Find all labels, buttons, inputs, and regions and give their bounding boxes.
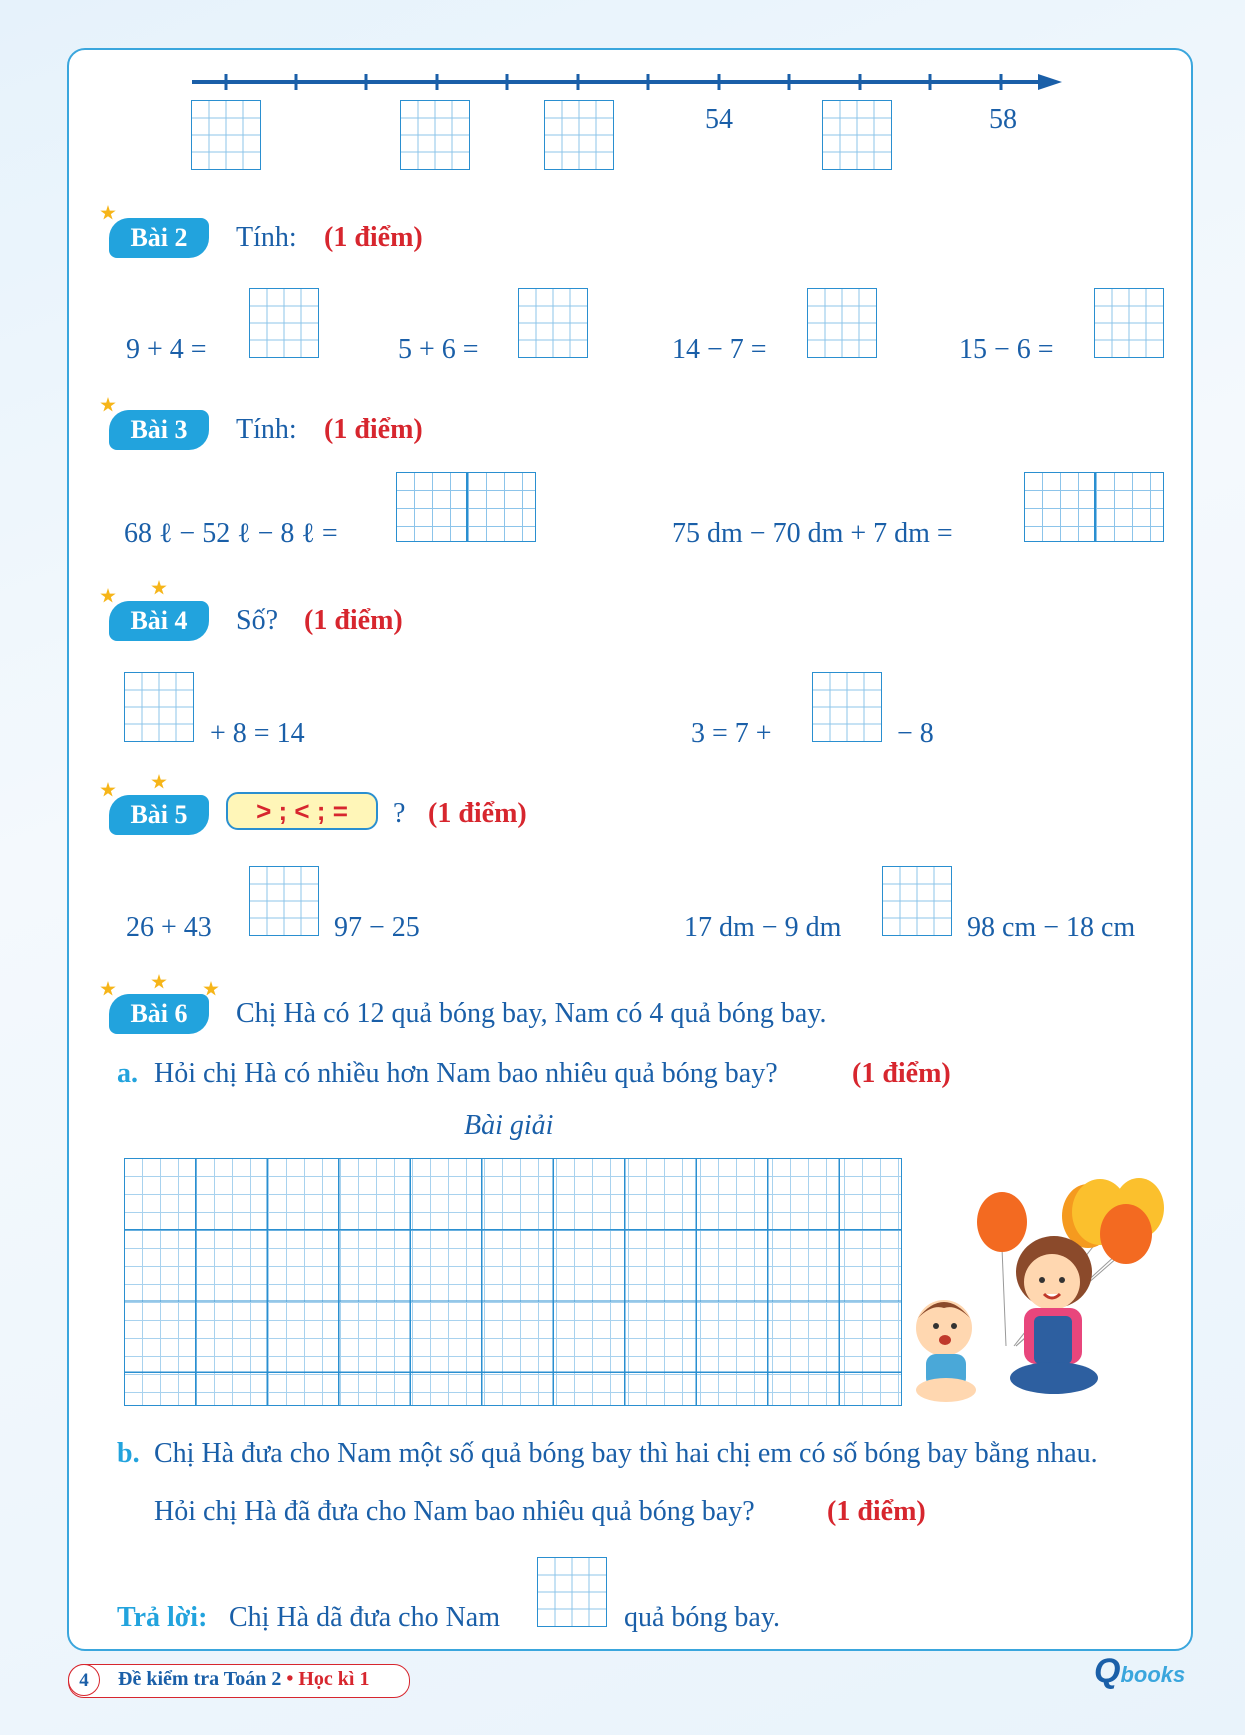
answer-text: quả bóng bay. bbox=[624, 1602, 781, 1633]
solution-writing-grid[interactable] bbox=[124, 1158, 902, 1406]
instruction: Tính: bbox=[236, 414, 297, 445]
logo-text: books bbox=[1120, 1662, 1186, 1687]
exercise-badge: Bài 6 bbox=[109, 994, 209, 1034]
expression: 3 = 7 + bbox=[691, 718, 772, 749]
points: (1 điểm) bbox=[827, 1496, 926, 1527]
question-text: Hỏi chị Hà đã đưa cho Nam bao nhiêu quả bóng bay? bbox=[154, 1496, 755, 1527]
points: (1 điểm) bbox=[324, 414, 423, 445]
answer-box[interactable] bbox=[191, 100, 261, 170]
expression: 97 − 25 bbox=[334, 912, 420, 943]
exercise-badge: Bài 3 bbox=[109, 410, 209, 450]
expression: 68 ℓ − 52 ℓ − 8 ℓ = bbox=[124, 518, 338, 549]
answer-box[interactable] bbox=[1094, 288, 1164, 358]
answer-box[interactable] bbox=[400, 100, 470, 170]
answer-box[interactable] bbox=[882, 866, 952, 936]
points: (1 điểm) bbox=[852, 1058, 951, 1089]
logo-q: Q bbox=[1094, 1652, 1121, 1690]
problem-statement: Chị Hà có 12 quả bóng bay, Nam có 4 quả bóng bay. bbox=[236, 998, 827, 1029]
points: (1 điểm) bbox=[324, 222, 423, 253]
number-line-label: 58 bbox=[989, 104, 1017, 135]
page-number: 4 bbox=[68, 1664, 100, 1696]
answer-box[interactable] bbox=[537, 1557, 607, 1627]
expression: 98 cm − 18 cm bbox=[967, 912, 1136, 943]
expression: 14 − 7 = bbox=[672, 334, 767, 365]
solution-title: Bài giải bbox=[464, 1110, 554, 1141]
exercise-badge: Bài 5 bbox=[109, 795, 209, 835]
question-text: Hỏi chị Hà có nhiều hơn Nam bao nhiêu quả bóng bay? bbox=[154, 1058, 778, 1089]
answer-text: Chị Hà dã đưa cho Nam bbox=[229, 1602, 500, 1633]
answer-box[interactable] bbox=[249, 288, 319, 358]
book-title-text: Đề kiểm tra Toán 2 bbox=[118, 1668, 282, 1690]
points: (1 điểm) bbox=[304, 605, 403, 636]
page-frame bbox=[67, 48, 1193, 1651]
exercise-badge: Bài 2 bbox=[109, 218, 209, 258]
instruction: Tính: bbox=[236, 222, 297, 253]
exercise-badge: Bài 4 bbox=[109, 601, 209, 641]
expression: 15 − 6 = bbox=[959, 334, 1054, 365]
book-title bbox=[118, 1668, 369, 1691]
expression: − 8 bbox=[897, 718, 934, 749]
expression: 75 dm − 70 dm + 7 dm = bbox=[672, 518, 953, 549]
expression: 26 + 43 bbox=[126, 912, 212, 943]
publisher-logo bbox=[1094, 1652, 1185, 1691]
expression: 17 dm − 9 dm bbox=[684, 912, 842, 943]
answer-box[interactable] bbox=[124, 672, 194, 742]
answer-box[interactable] bbox=[812, 672, 882, 742]
expression: 5 + 6 = bbox=[398, 334, 479, 365]
answer-box[interactable] bbox=[518, 288, 588, 358]
answer-box[interactable] bbox=[1024, 472, 1164, 542]
part-label: a. bbox=[117, 1058, 138, 1089]
term: Học kì 1 bbox=[298, 1668, 370, 1690]
points: (1 điểm) bbox=[428, 798, 527, 829]
expression: 9 + 4 = bbox=[126, 334, 207, 365]
instruction: Số? bbox=[236, 605, 278, 636]
answer-box[interactable] bbox=[249, 866, 319, 936]
comparison-symbols: > ; < ; = bbox=[226, 792, 378, 830]
answer-box[interactable] bbox=[396, 472, 536, 542]
question-text: Chị Hà đưa cho Nam một số quả bóng bay thì hai chị em có số bóng bay bằng nhau. bbox=[154, 1438, 1098, 1469]
number-line-label: 54 bbox=[705, 104, 733, 135]
number-line bbox=[190, 68, 1070, 98]
part-label: b. bbox=[117, 1438, 140, 1469]
kids-balloons-illustration bbox=[904, 1168, 1166, 1408]
answer-box[interactable] bbox=[807, 288, 877, 358]
expression: + 8 = 14 bbox=[210, 718, 305, 749]
answer-box[interactable] bbox=[822, 100, 892, 170]
bullet: • bbox=[286, 1668, 294, 1690]
answer-box[interactable] bbox=[544, 100, 614, 170]
question-mark: ? bbox=[393, 798, 406, 829]
answer-label: Trả lời: bbox=[117, 1602, 208, 1633]
